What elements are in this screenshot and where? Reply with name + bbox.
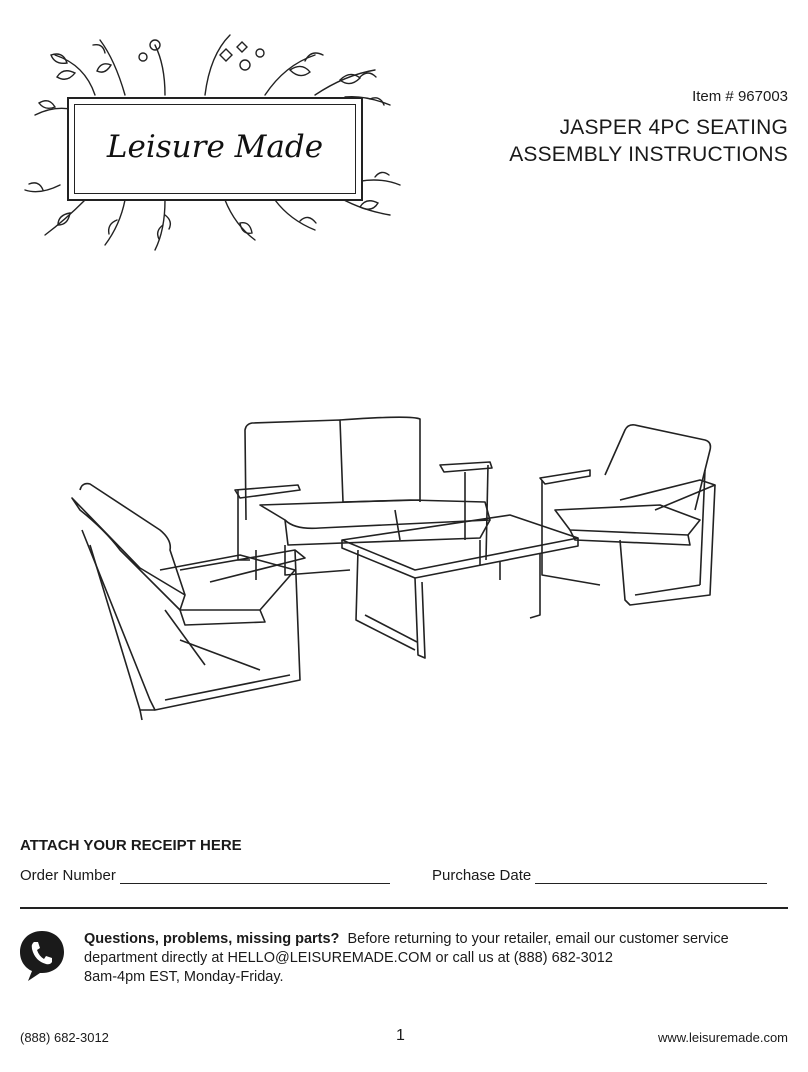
brand-logo — [15, 25, 410, 255]
order-number-line[interactable] — [120, 867, 390, 884]
section-divider — [20, 907, 788, 909]
title-line-2: ASSEMBLY INSTRUCTIONS — [509, 143, 788, 166]
logo-frame — [67, 97, 363, 201]
logo-text: Leisure Made — [106, 129, 324, 165]
document-title — [509, 114, 788, 168]
support-lead: Questions, problems, missing parts? — [84, 931, 340, 947]
purchase-date-label: Purchase Date — [432, 867, 532, 884]
page-number: 1 — [396, 1027, 405, 1044]
order-number-field[interactable] — [20, 867, 390, 884]
title-line-1: JASPER 4PC SEATING — [559, 116, 788, 139]
right-chair-drawing — [540, 425, 715, 605]
item-number: Item # 967003 — [692, 88, 788, 105]
left-chair-drawing — [72, 484, 305, 720]
loveseat-drawing — [235, 417, 492, 580]
support-line-1 — [84, 930, 794, 949]
order-number-label: Order Number — [20, 867, 116, 884]
phone-bubble-icon — [18, 929, 66, 983]
purchase-date-field[interactable] — [432, 867, 767, 884]
support-line-1-text: Before returning to your retailer, email our customer service — [347, 931, 729, 947]
purchase-date-line[interactable] — [535, 867, 767, 884]
footer-website[interactable]: www.leisuremade.com — [657, 1030, 788, 1045]
support-line-3: 8am-4pm EST, Monday-Friday. — [84, 969, 284, 985]
footer-phone: (888) 682-3012 — [20, 1030, 109, 1045]
furniture-set-illustration — [60, 410, 760, 735]
receipt-heading: ATTACH YOUR RECEIPT HERE — [20, 837, 242, 854]
support-line-2: department directly at HELLO@LEISUREMADE.COM or call us at (888) 682-3012 — [84, 950, 613, 966]
support-info — [84, 930, 794, 987]
